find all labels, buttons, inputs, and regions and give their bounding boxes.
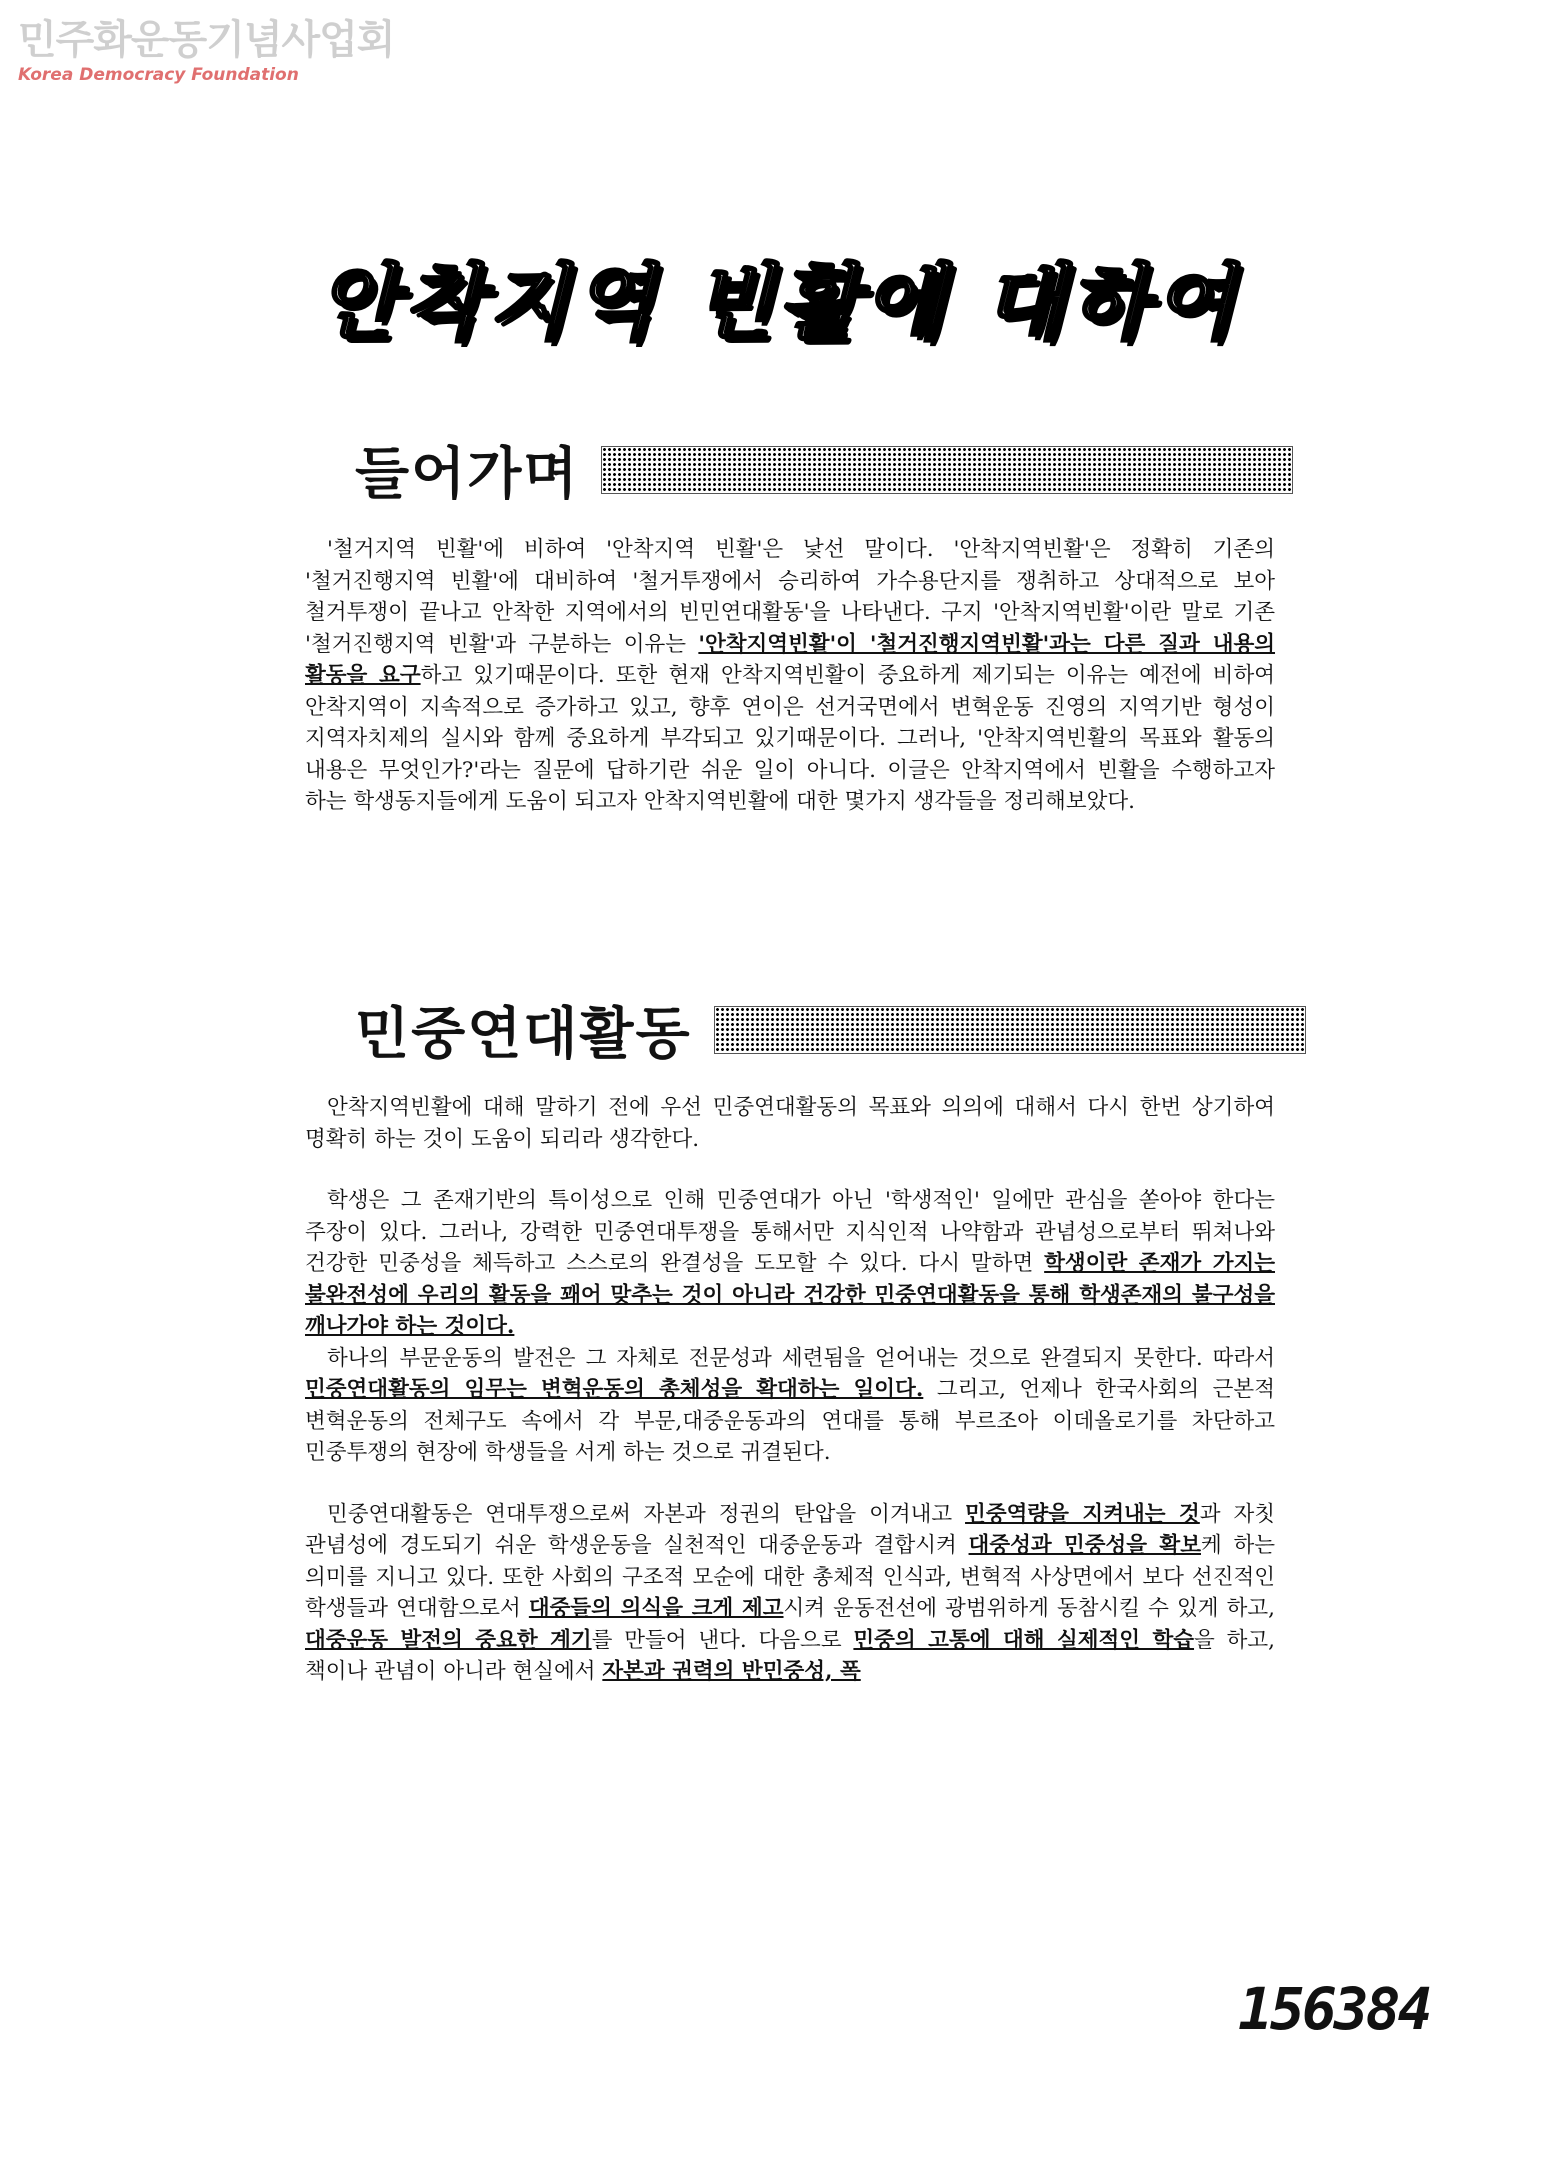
section-heading-intro [355, 430, 1293, 510]
underlined-phrase: 민중역량을 지켜내는 것 [965, 1501, 1200, 1527]
underlined-phrase: 민중의 고통에 대해 실제적인 학습 [853, 1627, 1195, 1653]
intro-text [305, 534, 1275, 818]
foundation-watermark [18, 18, 394, 86]
underlined-phrase: 민중연대활동의 임무는 변혁운동의 총체성을 확대하는 일이다. [305, 1377, 924, 1402]
underlined-phrase: 대중들의 의식을 크게 제고 [528, 1596, 784, 1621]
underlined-phrase: '안착지역빈활'이 '철거진행지역빈활'과는 다른 질과 내용의 활동을 요구 [305, 631, 1276, 688]
document-title: 안착지역 빈활에 대하여 [318, 256, 1240, 351]
solidarity-text [305, 1092, 1275, 1688]
underlined-phrase: 대중운동 발전의 중요한 계기 [305, 1627, 592, 1653]
section-title-intro: 들어가며 [355, 442, 580, 507]
heading-pattern-bar [601, 446, 1293, 494]
archive-number-stamp: 156384 [1238, 1975, 1430, 2043]
underlined-phrase: 대중성과 민중성을 확보 [968, 1533, 1201, 1558]
intro-paragraph: '철거지역 빈활'에 비하여 '안착지역 빈활'은 낯선 말이다. '안착지역빈활'은 정확히 기존의 '철거진행지역 빈활'에 대비하여 '철거투쟁에서 승리하여 가수용단지를 쟁취하고 상대적으로 보아 철거투쟁이 끝나고 안착한 지역에서의 빈민연대활동'을 나타낸다. 구지 '안착지역빈활'이란 말로 기존 '철거진행지역 빈활'과 구분하는 이유는 '안착지역빈활'이 '철거진행지역빈활'과는 다른 질과 내용의 활동을 요구하고 있기때문이다. 또한 현재 안착지역빈활이 중요하게 제기되는 이유는 예전에 비하여 안착지역이 지속적으로 증가하고 있고, 향후 연이은 선거국면에서 변혁운동 진영의 지역기반 형성이 지역자치제의 실시와 함께 중요하게 부각되고 있기때문이다. 그러나, '안착지역빈활의 목표와 활동의 내용은 무엇인가?'라는 질문에 답하기란 쉬운 일이 아니다. 이글은 안착지역에서 빈활을 수행하고자 하는 학생동지들에게 도움이 되고자 안착지역빈활에 대한 몇가지 생각들을 정리해보았다. [305, 537, 1276, 814]
section-title-solidarity: 민중연대활동 [355, 1002, 692, 1067]
paragraph-4: 민중연대활동은 연대투쟁으로써 자본과 정권의 탄압을 이겨내고 민중역량을 지켜내는 것과 자칫 관념성에 경도되기 쉬운 학생운동을 실천적인 대중운동과 결합시켜 대중성과 민중성을 확보케 하는 의미를 지니고 있다. 또한 사회의 구조적 모순에 대한 총체적 인식과, 변혁적 사상면에서 보다 선진적인 학생들과 연대함으로서 대중들의 의식을 크게 제고시켜 운동전선에 광범위하게 동참시킬 수 있게 하고, 대중운동 발전의 중요한 계기를 만들어 낸다. 다음으로 민중의 고통에 대해 실제적인 학습을 하고, 책이나 관념이 아니라 현실에서 자본과 권력의 반민중성, 폭 [305, 1501, 1275, 1684]
paragraph-1: 안착지역빈활에 대해 말하기 전에 우선 민중연대활동의 목표와 의의에 대해서 다시 한번 상기하여 명확히 하는 것이 도움이 되리라 생각한다. [305, 1095, 1275, 1152]
watermark-english: Korea Democracy Foundation [18, 65, 299, 85]
section-heading-solidarity [355, 990, 1306, 1070]
paragraph-3: 하나의 부문운동의 발전은 그 자체로 전문성과 세련됨을 얻어내는 것으로 완결되지 못한다. 따라서 민중연대활동의 임무는 변혁운동의 총체성을 확대하는 일이다. 그리고, 언제나 한국사회의 근본적 변혁운동의 전체구도 속에서 각 부문,대중운동과의 연대를 통해 부르조아 이데올로기를 차단하고 민중투쟁의 현장에 학생들을 서게 하는 것으로 귀결된다. [305, 1345, 1275, 1465]
heading-pattern-bar [714, 1006, 1306, 1054]
paragraph-2: 학생은 그 존재기반의 특이성으로 인해 민중연대가 아닌 '학생적인' 일에만 관심을 쏟아야 한다는 주장이 있다. 그러나, 강력한 민중연대투쟁을 통해서만 지식인적 나약함과 관념성으로부터 뛰쳐나와 건강한 민중성을 체득하고 스스로의 완결성을 도모할 수 있다. 다시 말하면 학생이란 존재가 가지는 불완전성에 우리의 활동을 꽤어 맞추는 것이 아니라 건강한 민중연대활동을 통해 학생존재의 불구성을 깨나가야 하는 것이다. [305, 1188, 1275, 1339]
watermark-korean: 민주화운동기념사업회 [18, 17, 395, 63]
underlined-phrase: 자본과 권력의 반민중성, 폭 [602, 1659, 861, 1684]
underlined-phrase: 학생이란 존재가 가지는 불완전성에 우리의 활동을 꽤어 맞추는 것이 아니라 건강한 민중연대활동을 통해 학생존재의 불구성을 깨나가야 하는 것이다. [305, 1251, 1275, 1339]
